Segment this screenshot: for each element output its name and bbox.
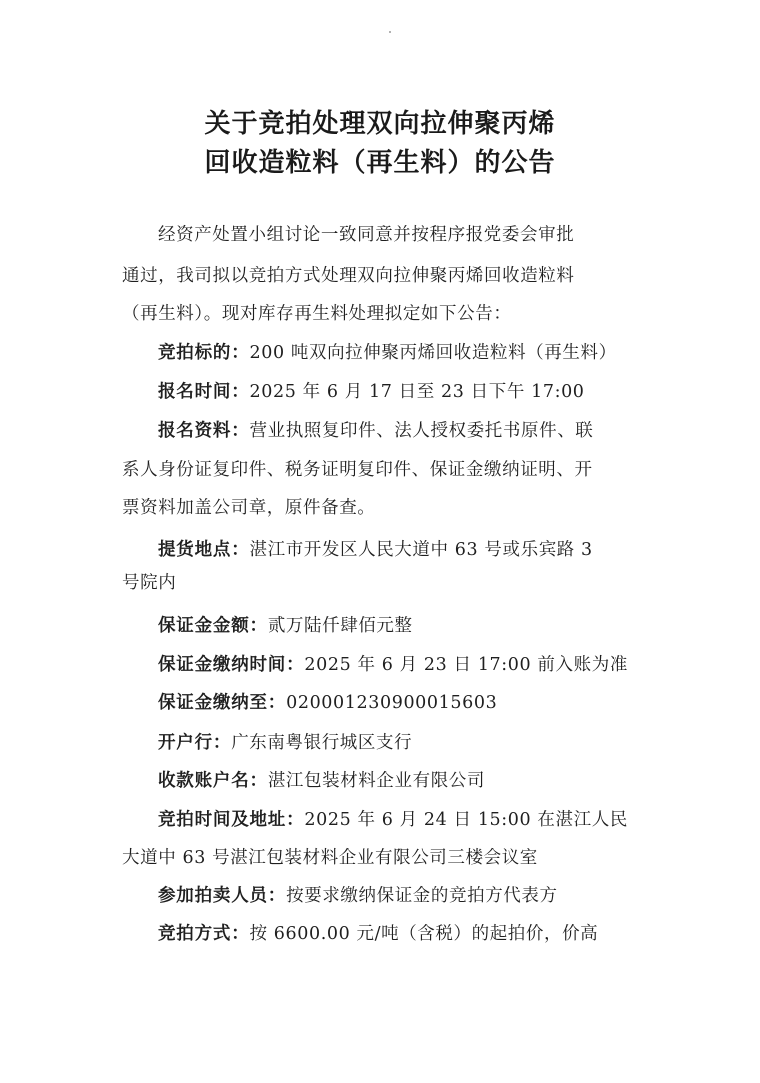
intro-line-1: 经资产处置小组讨论一致同意并按程序报党委会审批 bbox=[158, 225, 575, 245]
subject-value: 200 吨双向拉伸聚丙烯回收造粒料（再生料） bbox=[249, 343, 617, 363]
pickup-location-label: 提货地点： bbox=[158, 540, 250, 560]
registration-docs-value-line-1: 营业执照复印件、法人授权委托书原件、联 bbox=[249, 421, 594, 441]
registration-docs-row bbox=[158, 418, 688, 444]
payee-row bbox=[158, 768, 688, 794]
pickup-location-row bbox=[158, 537, 688, 563]
method-label: 竞拍方式： bbox=[158, 924, 250, 944]
document-title-line-1: 关于竞拍处理双向拉伸聚丙烯 bbox=[204, 109, 556, 139]
auction-time-place-value-line-2: 大道中 63 号湛江包装材料企业有限公司三楼会议室 bbox=[122, 848, 538, 868]
participants-value: 按要求缴纳保证金的竞拍方代表方 bbox=[286, 886, 558, 906]
participants-label: 参加拍卖人员： bbox=[158, 886, 287, 906]
deposit-amount-label: 保证金金额： bbox=[158, 616, 268, 636]
registration-docs-value-line-3: 票资料加盖公司章，原件备查。 bbox=[122, 498, 376, 518]
registration-time-row bbox=[158, 379, 688, 405]
deposit-account-row bbox=[158, 690, 688, 716]
bank-label: 开户行： bbox=[158, 733, 232, 753]
registration-docs-value-line-2: 系人身份证复印件、税务证明复印件、保证金缴纳证明、开 bbox=[122, 460, 593, 480]
deposit-account-label: 保证金缴纳至： bbox=[158, 693, 287, 713]
deposit-account-value: 020001230900015603 bbox=[286, 693, 498, 713]
pickup-location-value-line-1: 湛江市开发区人民大道中 63 号或乐宾路 3 bbox=[249, 540, 593, 560]
method-row bbox=[158, 921, 688, 947]
method-value: 按 6600.00 元/吨（含税）的起拍价，价高 bbox=[249, 924, 599, 944]
deposit-deadline-value: 2025 年 6 月 23 日 17:00 前入账为准 bbox=[304, 655, 628, 675]
bank-row bbox=[158, 730, 688, 756]
intro-line-3: （再生料）。现对库存再生料处理拟定如下公告： bbox=[122, 304, 512, 324]
subject-label: 竞拍标的： bbox=[158, 343, 250, 363]
scan-speck bbox=[389, 31, 391, 33]
subject-row bbox=[158, 340, 688, 366]
participants-row bbox=[158, 883, 688, 909]
document-title-line-2: 回收造粒料（再生料）的公告 bbox=[204, 148, 556, 178]
pickup-location-value-line-2: 号院内 bbox=[122, 573, 177, 593]
deposit-amount-row bbox=[158, 613, 688, 639]
intro-line-2: 通过，我司拟以竞拍方式处理双向拉伸聚丙烯回收造粒料 bbox=[122, 266, 575, 286]
registration-docs-label: 报名资料： bbox=[158, 421, 250, 441]
deposit-deadline-label: 保证金缴纳时间： bbox=[158, 655, 305, 675]
deposit-deadline-row bbox=[158, 652, 688, 678]
deposit-amount-value: 贰万陆仟肆佰元整 bbox=[267, 616, 413, 636]
payee-label: 收款账户名： bbox=[158, 771, 268, 791]
registration-time-value: 2025 年 6 月 17 日至 23 日下午 17:00 bbox=[249, 382, 585, 402]
auction-time-place-row bbox=[158, 807, 688, 833]
auction-time-place-value-line-1: 2025 年 6 月 24 日 15:00 在湛江人民 bbox=[304, 810, 628, 830]
bank-value: 广东南粤银行城区支行 bbox=[231, 733, 413, 753]
auction-time-place-label: 竞拍时间及地址： bbox=[158, 810, 305, 830]
registration-time-label: 报名时间： bbox=[158, 382, 250, 402]
payee-value: 湛江包装材料企业有限公司 bbox=[267, 771, 486, 791]
